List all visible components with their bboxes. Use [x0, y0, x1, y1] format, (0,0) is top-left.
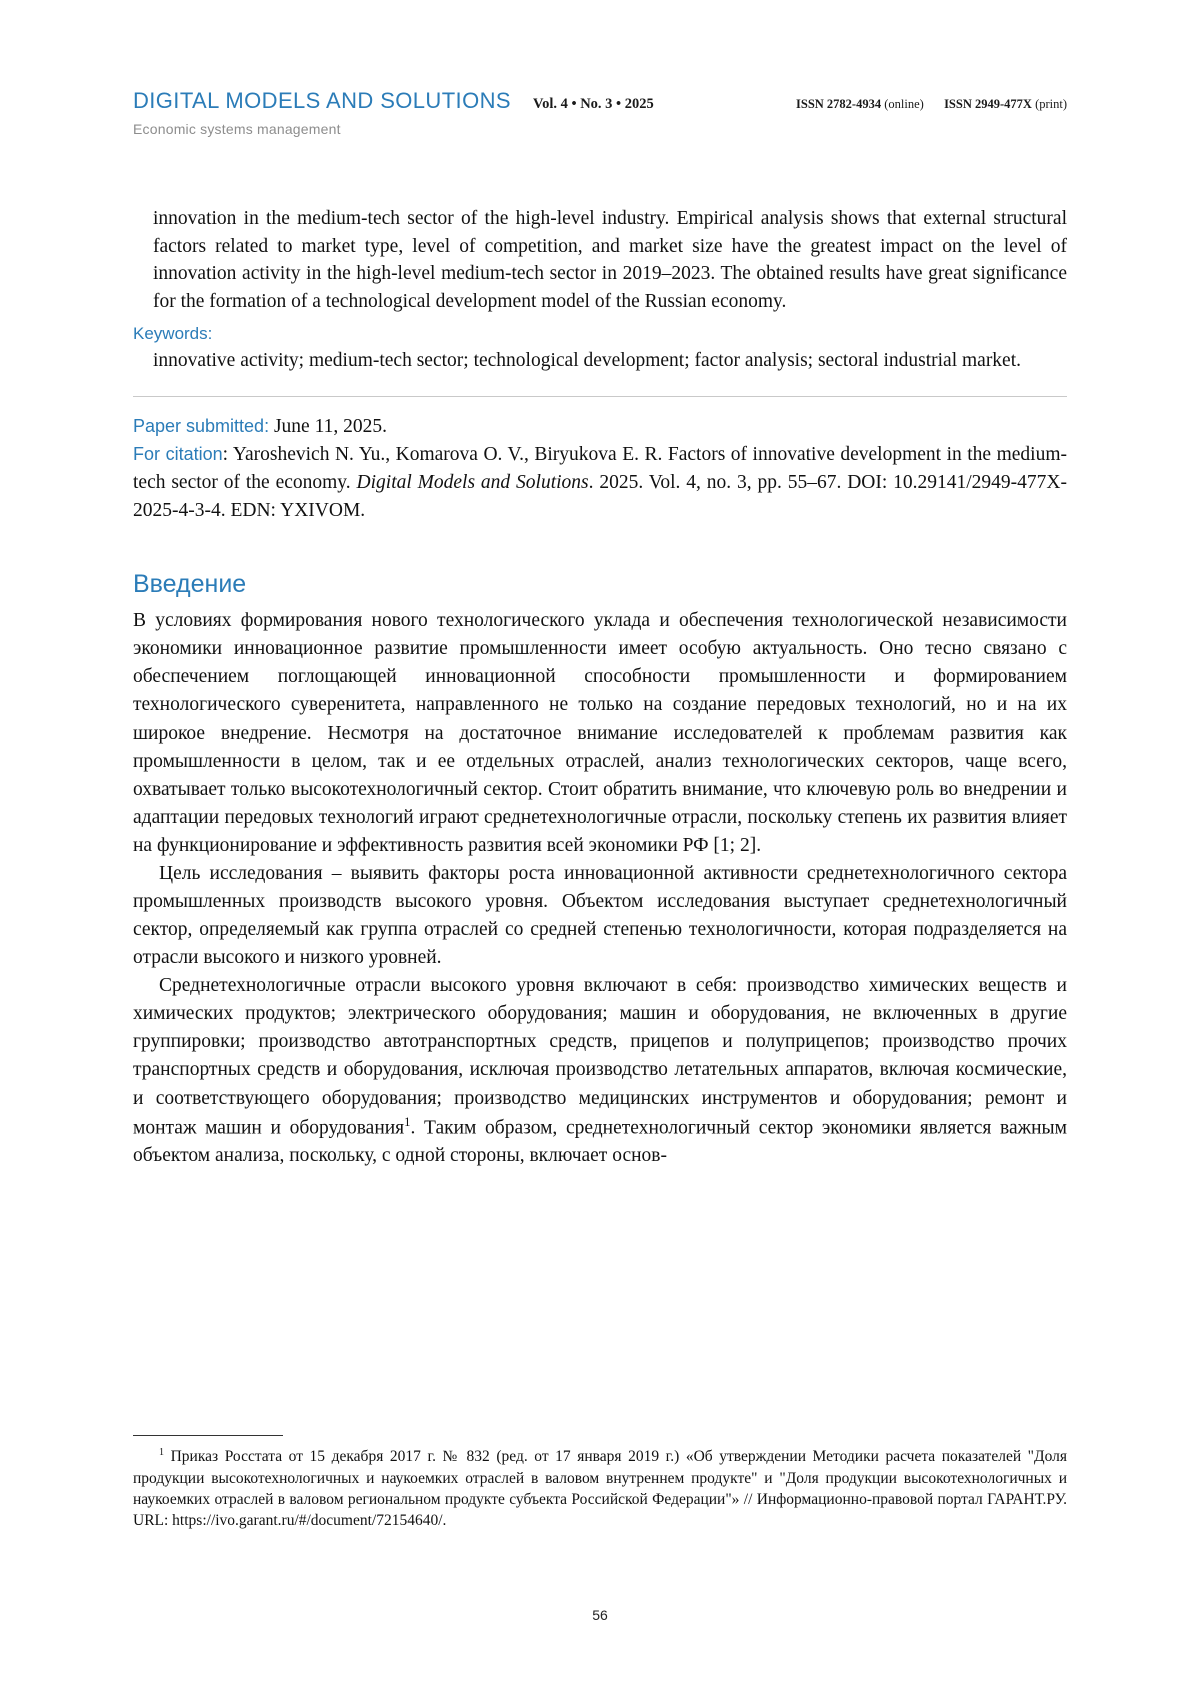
- section-heading-introduction: Введение: [133, 570, 247, 599]
- paper-submitted-value: June 11, 2025.: [269, 416, 387, 438]
- body-paragraph-3: [133, 972, 1067, 1170]
- abstract-text: innovation in the medium-tech sector of the high-level industry. Empirical analysis shows that external structural factors related to market type, level of competition, and market size have the greatest impact on the level of innovation activity in the high-level medium-tech sector in 2019–2023. The obtained results have great significance for the formation of a technological development model of the Russian economy.: [153, 208, 1067, 313]
- citation-part-1: : Yaroshevich N. Yu., Komarova O. V., Biryukova E. R. Factors of innovative development in the medium-tech sector of the economy.: [133, 444, 1067, 493]
- footnote-separator: [133, 1435, 283, 1436]
- issn-online: ISSN 2782-4934: [796, 97, 882, 111]
- citation-line: [133, 441, 1067, 524]
- footnote-reference-marker: 1: [404, 1114, 411, 1129]
- journal-section-name: Economic systems management: [133, 121, 341, 137]
- citation-journal-name: Digital Models and Solutions: [356, 471, 589, 493]
- citation-part-2: . 2025. Vol. 4, no. 3, pp. 55–67. DOI: 10.29141/2949-477X-2025-4-3-4. EDN: YXIVOM.: [133, 471, 1068, 521]
- issue-info: Vol. 4 • No. 3 • 2025: [532, 96, 654, 112]
- keywords-text: innovative activity; medium-tech sector; technological development; factor analysis; sectoral industrial market.: [153, 349, 1022, 371]
- journal-title: DIGITAL MODELS AND SOLUTIONS: [133, 88, 511, 113]
- issn-print-note: (print): [1035, 97, 1067, 111]
- footnote-marker: 1: [159, 1447, 165, 1458]
- paper-submitted-line: [133, 413, 1067, 441]
- header-top-row: [133, 88, 1067, 114]
- page-number: 56: [592, 1607, 608, 1623]
- article-content: [133, 205, 1067, 1170]
- citation-label: For citation: [133, 444, 223, 465]
- footnote-body: Приказ Росстата от 15 декабря 2017 г. № 832 (ред. от 17 января 2019 г.) «Об утверждении Методики расчета показателей "Доля продукции высокотехнологичных и наукоемких отраслей в валовом внутреннем продукте" и "Доля продукции высокотехнологичных и наукоемких отраслей в валовом региональном продукте субъекта Российской Федерации"» // Информационно-правовой портал ГАРАНТ.РУ. URL: https://ivo.garant.ru/#/document/72154640/.: [133, 1448, 1067, 1530]
- divider: [133, 396, 1067, 397]
- paper-submitted-label: Paper submitted:: [133, 416, 270, 437]
- body-paragraph-3-part-1: Среднетехнологичные отрасли высокого уровня включают в себя: производство химических веществ и химических продуктов; электрического оборудования; машин и оборудования, не включенных в другие группировки; производство автотранспортных средств, прицепов и полуприцепов; производство прочих транспортных средств и оборудования, исключая производство летательных аппаратов, включая космические, и соответствующего оборудования; производство медицинских инструментов и оборудования; ремонт и монтаж машин и оборудования: [133, 975, 1067, 1139]
- footnote-area: [133, 1435, 1067, 1532]
- issn-online-note: (online): [884, 97, 924, 111]
- body-paragraph-3-part-2: . Таким образом, среднетехнологичный сектор экономики является важным объектом анализа, поскольку, с одной стороны, включает основ-: [133, 1117, 1067, 1167]
- footnote-text: [133, 1446, 1067, 1532]
- issn-print: ISSN 2949-477X: [944, 97, 1032, 111]
- page-header: [133, 88, 1067, 137]
- keywords-label: Keywords:: [133, 323, 213, 343]
- body-paragraph-2: Цель исследования – выявить факторы роста инновационной активности среднетехнологичного сектора промышленных производств высокого уровня. Объектом исследования выступает среднетехнологичный сектор, определяемый как группа отраслей со средней степенью технологичности, которая подразделяется на отрасли высокого и низкого уровней.: [133, 862, 1067, 969]
- keywords-label-row: [133, 324, 1067, 344]
- body-paragraph-1: В условиях формирования нового технологического уклада и обеспечения технологической независимости экономики инновационное развитие промышленности имеет особую актуальность. Оно тесно связано с обеспечением поглощающей инновационной способности промышленности и формированием технологического суверенитета, направленного не только на создание передовых технологий, но и на их широкое внедрение. Несмотря на достаточное внимание исследователей к проблемам развития как промышленности в целом, так и ее отдельных отраслей, анализ технологических секторов, чаще всего, охватывает только высокотехнологичный сектор. Стоит обратить внимание, что ключевую роль во внедрении и адаптации передовых технологий играют среднетехнологичные отрасли, поскольку степень их развития влияет на функционирование и эффективность развития всей экономики РФ [1; 2].: [133, 610, 1067, 856]
- issn-block: [796, 97, 1067, 112]
